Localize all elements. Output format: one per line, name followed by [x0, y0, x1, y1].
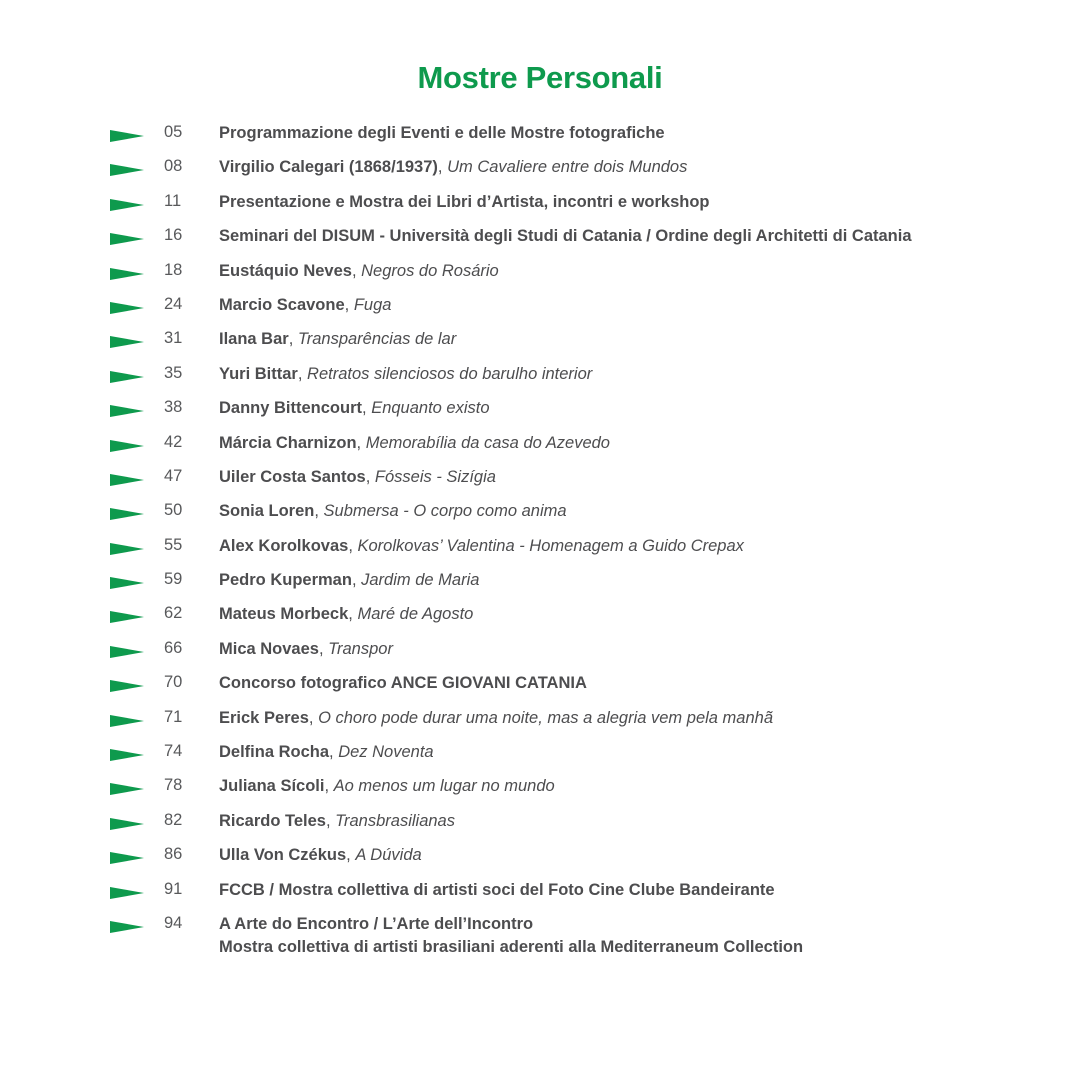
toc-entry[interactable] — [0, 494, 1080, 528]
entry-text — [219, 156, 687, 179]
toc-entry[interactable] — [0, 150, 1080, 184]
green-triangle-arrow-icon — [110, 818, 144, 830]
page-number: 47 — [164, 466, 183, 485]
entry-subtitle: Mostra collettiva di artisti brasiliani aderenti alla Mediterraneum Collection — [219, 937, 804, 956]
entry-text — [219, 913, 803, 959]
toc-entry[interactable] — [0, 597, 1080, 631]
exhibition-title: Enquanto existo — [371, 399, 490, 418]
entry-text — [219, 328, 456, 351]
page-title: Mostre Personali — [417, 60, 663, 95]
artist-or-event-name: Uiler Costa Santos — [219, 467, 366, 486]
entry-text — [219, 810, 455, 833]
entry-text — [219, 775, 555, 798]
exhibition-title: O choro pode durar uma noite, mas a alegria vem pela manhã — [318, 708, 773, 727]
exhibition-title: Memorabília da casa do Azevedo — [365, 433, 610, 452]
green-triangle-arrow-icon — [110, 577, 144, 589]
green-triangle-arrow-icon — [110, 715, 144, 727]
artist-or-event-name: A Arte do Encontro / L’Arte dell’Incontro — [219, 914, 534, 933]
toc-entry[interactable] — [0, 838, 1080, 872]
toc-entry[interactable] — [0, 529, 1080, 563]
entry-text — [219, 122, 665, 145]
table-of-contents — [0, 116, 1080, 956]
page-number: 62 — [164, 604, 183, 623]
green-triangle-arrow-icon — [110, 611, 144, 623]
separator: , — [329, 743, 339, 762]
page-number: 55 — [164, 535, 183, 554]
entry-text — [219, 844, 422, 867]
toc-entry[interactable] — [0, 254, 1080, 288]
artist-or-event-name: Márcia Charnizon — [219, 433, 357, 452]
exhibition-title: Korolkovas’ Valentina - Homenagem a Guido Crepax — [357, 536, 744, 555]
entry-text — [219, 879, 775, 902]
page-number: 38 — [164, 398, 183, 417]
artist-or-event-name: Programmazione degli Eventi e delle Mostre fotografiche — [219, 124, 665, 142]
separator: , — [346, 846, 356, 865]
artist-or-event-name: Ulla Von Czékus — [219, 846, 347, 865]
separator: , — [348, 536, 358, 555]
page-number: 11 — [164, 191, 182, 210]
separator: , — [351, 571, 362, 590]
green-triangle-arrow-icon — [110, 164, 144, 176]
green-triangle-arrow-icon — [110, 646, 144, 658]
page-number: 42 — [164, 432, 183, 451]
toc-entry[interactable] — [0, 288, 1080, 322]
toc-entry[interactable] — [0, 322, 1080, 356]
page-number: 24 — [164, 294, 183, 313]
exhibition-title: Retratos silenciosos do barulho interior — [307, 364, 593, 383]
artist-or-event-name: Concorso fotografico ANCE GIOVANI CATANIA — [219, 674, 587, 693]
toc-entry[interactable] — [0, 769, 1080, 803]
toc-entry[interactable] — [0, 460, 1080, 494]
entry-text — [219, 294, 391, 317]
entry-text — [219, 500, 567, 523]
green-triangle-arrow-icon — [110, 199, 144, 211]
exhibition-title: Transbrasilianas — [335, 811, 455, 830]
artist-or-event-name: Alex Korolkovas — [219, 536, 349, 555]
exhibition-title: Fuga — [353, 295, 392, 314]
entry-text — [219, 466, 496, 489]
artist-or-event-name: Danny Bittencourt — [219, 399, 363, 418]
separator: , — [356, 433, 366, 452]
artist-or-event-name: Delfina Rocha — [219, 743, 330, 762]
artist-or-event-name: Marcio Scavone — [219, 295, 345, 314]
page-number: 94 — [164, 913, 183, 932]
green-triangle-arrow-icon — [110, 268, 144, 280]
page-number: 35 — [164, 363, 183, 382]
separator: , — [365, 467, 375, 486]
page-number: 91 — [164, 879, 183, 898]
green-triangle-arrow-icon — [110, 302, 144, 314]
separator: , — [314, 502, 324, 521]
page-number: 18 — [164, 260, 183, 279]
green-triangle-arrow-icon — [110, 440, 144, 452]
page-number: 50 — [164, 501, 183, 520]
green-triangle-arrow-icon — [110, 233, 144, 245]
artist-or-event-name: Presentazione e Mostra dei Libri d’Artista, incontri e workshop — [219, 192, 710, 211]
entry-text — [219, 741, 434, 764]
separator: , — [351, 261, 362, 280]
page-number: 59 — [164, 570, 183, 589]
artist-or-event-name: Virgilio Calegari (1868/1937) — [219, 158, 438, 177]
green-triangle-arrow-icon — [110, 405, 144, 417]
toc-entry[interactable] — [0, 873, 1080, 907]
entry-text — [219, 225, 912, 248]
page-number: 31 — [164, 329, 183, 348]
separator: , — [437, 158, 448, 177]
exhibition-title: Dez Noventa — [338, 743, 434, 762]
toc-entry[interactable] — [0, 219, 1080, 253]
toc-entry[interactable] — [0, 185, 1080, 219]
green-triangle-arrow-icon — [110, 921, 144, 933]
separator: , — [288, 330, 298, 349]
entry-text — [219, 569, 479, 592]
page-number: 16 — [164, 226, 183, 245]
entry-text — [219, 603, 473, 626]
exhibition-title: Maré de Agosto — [357, 605, 474, 624]
toc-entry[interactable] — [0, 804, 1080, 838]
artist-or-event-name: Juliana Sícoli — [219, 777, 325, 796]
artist-or-event-name: Ricardo Teles — [219, 811, 326, 830]
separator: , — [362, 399, 372, 418]
toc-entry[interactable] — [0, 907, 1080, 956]
exhibition-title: Ao menos um lugar no mundo — [333, 777, 555, 796]
green-triangle-arrow-icon — [110, 508, 144, 520]
page-number: 70 — [164, 673, 183, 692]
green-triangle-arrow-icon — [110, 852, 144, 864]
toc-entry[interactable] — [0, 563, 1080, 597]
artist-or-event-name: Yuri Bittar — [219, 364, 298, 383]
separator: , — [325, 811, 336, 830]
page-number: 86 — [164, 845, 183, 864]
page-number: 74 — [164, 742, 183, 761]
green-triangle-arrow-icon — [110, 130, 144, 142]
entry-text — [219, 363, 592, 386]
toc-entry[interactable] — [0, 116, 1080, 150]
entry-text — [219, 535, 744, 558]
green-triangle-arrow-icon — [110, 887, 144, 899]
artist-or-event-name: Ilana Bar — [219, 330, 289, 349]
toc-entry[interactable] — [0, 426, 1080, 460]
toc-entry[interactable] — [0, 391, 1080, 425]
artist-or-event-name: Seminari del DISUM - Università degli Studi di Catania / Ordine degli Architetti di Catania — [219, 227, 912, 246]
entry-text — [219, 638, 393, 661]
artist-or-event-name: Pedro Kuperman — [219, 571, 352, 590]
entry-text — [219, 191, 710, 214]
separator: , — [348, 605, 358, 624]
artist-or-event-name: Mica Novaes — [219, 639, 319, 658]
toc-entry[interactable] — [0, 357, 1080, 391]
toc-entry[interactable] — [0, 666, 1080, 700]
artist-or-event-name: Erick Peres — [219, 708, 309, 727]
green-triangle-arrow-icon — [110, 680, 144, 692]
page-number: 78 — [164, 776, 183, 795]
separator: , — [344, 295, 354, 314]
separator: , — [318, 639, 329, 658]
artist-or-event-name: Mateus Morbeck — [219, 605, 349, 624]
artist-or-event-name: Sonia Loren — [219, 502, 315, 521]
entry-text — [219, 707, 773, 730]
entry-text — [219, 672, 587, 695]
exhibition-title: Transpor — [328, 639, 393, 658]
entry-text — [219, 432, 610, 455]
page-number: 66 — [164, 638, 183, 657]
separator: , — [324, 777, 334, 796]
page-number: 82 — [164, 810, 183, 829]
page-number: 05 — [164, 123, 183, 141]
exhibition-title: Um Cavaliere entre dois Mundos — [447, 158, 688, 177]
green-triangle-arrow-icon — [110, 336, 144, 348]
separator: , — [308, 708, 319, 727]
exhibition-title: Jardim de Maria — [361, 571, 480, 590]
separator: , — [297, 364, 308, 383]
green-triangle-arrow-icon — [110, 749, 144, 761]
exhibition-title: Negros do Rosário — [361, 261, 499, 280]
exhibition-title: Fósseis - Sizígia — [374, 467, 496, 486]
artist-or-event-name: Eustáquio Neves — [219, 261, 352, 280]
page-number: 08 — [164, 157, 183, 176]
exhibition-title: A Dúvida — [355, 846, 422, 865]
exhibition-title: Transparências de lar — [297, 330, 457, 349]
entry-text — [219, 397, 490, 420]
green-triangle-arrow-icon — [110, 543, 144, 555]
toc-entry[interactable] — [0, 735, 1080, 769]
page-number: 71 — [164, 707, 183, 726]
entry-text — [219, 260, 499, 283]
toc-entry[interactable] — [0, 632, 1080, 666]
toc-entry[interactable] — [0, 701, 1080, 735]
green-triangle-arrow-icon — [110, 371, 144, 383]
green-triangle-arrow-icon — [110, 474, 144, 486]
exhibition-title: Submersa - O corpo como anima — [323, 502, 567, 521]
artist-or-event-name: FCCB / Mostra collettiva di artisti soci del Foto Cine Clube Bandeirante — [219, 880, 775, 899]
green-triangle-arrow-icon — [110, 783, 144, 795]
